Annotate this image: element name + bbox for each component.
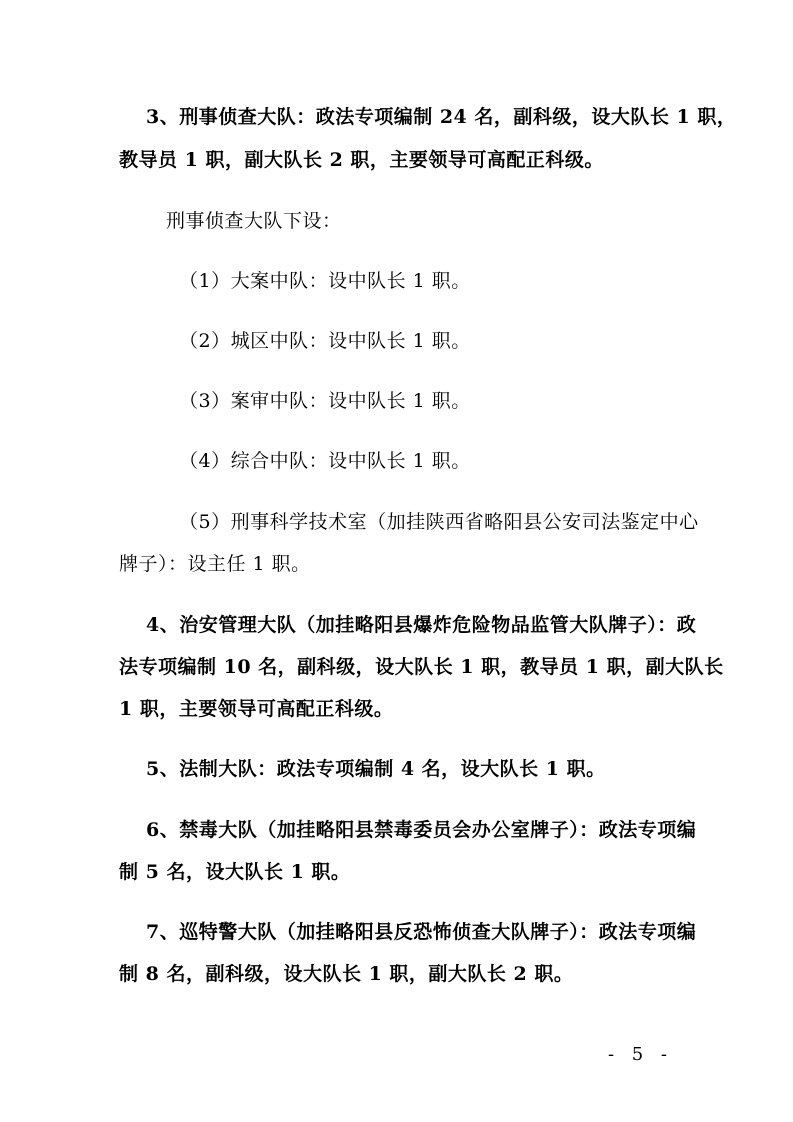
section-3-sub-item-5-line-2: 牌子）：设主任 1 职。 <box>119 553 311 575</box>
section-7-line-2: 制 8 名，副科级，设大队长 1 职，副大队长 2 职。 <box>119 963 574 985</box>
page-number: - 5 - <box>607 1044 673 1065</box>
section-3-sub-item-1: （1）大案中队：设中队长 1 职。 <box>179 270 471 292</box>
section-3-sub-item-3: （3）案审中队：设中队长 1 职。 <box>179 390 471 412</box>
section-3-sub-item-2: （2）城区中队：设中队长 1 职。 <box>179 330 471 352</box>
section-3-line-1: 3、刑事侦查大队：政法专项编制 24 名，副科级，设大队长 1 职， <box>146 106 737 128</box>
section-4-line-2: 法专项编制 10 名，副科级，设大队长 1 职，教导员 1 职，副大队长 <box>119 656 724 678</box>
section-3-sub-intro: 刑事侦查大队下设： <box>166 210 342 232</box>
section-3-sub-item-4: （4）综合中队：设中队长 1 职。 <box>179 450 471 472</box>
section-4-line-1: 4、治安管理大队（加挂略阳县爆炸危险物品监管大队牌子）：政 <box>146 614 697 636</box>
section-3-sub-item-5-line-1: （5）刑事科学技术室（加挂陕西省略阳县公安司法鉴定中心 <box>179 511 699 533</box>
section-4-line-3: 1 职，主要领导可高配正科级。 <box>119 698 394 720</box>
section-3-line-2: 教导员 1 职，副大队长 2 职，主要领导可高配正科级。 <box>119 149 604 171</box>
section-6-line-2: 制 5 名，设大队长 1 职。 <box>119 861 351 883</box>
section-5-line-1: 5、法制大队：政法专项编制 4 名，设大队长 1 职。 <box>146 758 606 780</box>
section-7-line-1: 7、巡特警大队（加挂略阳县反恐怖侦查大队牌子）：政法专项编 <box>146 921 697 943</box>
section-6-line-1: 6、禁毒大队（加挂略阳县禁毒委员会办公室牌子）：政法专项编 <box>146 819 697 841</box>
